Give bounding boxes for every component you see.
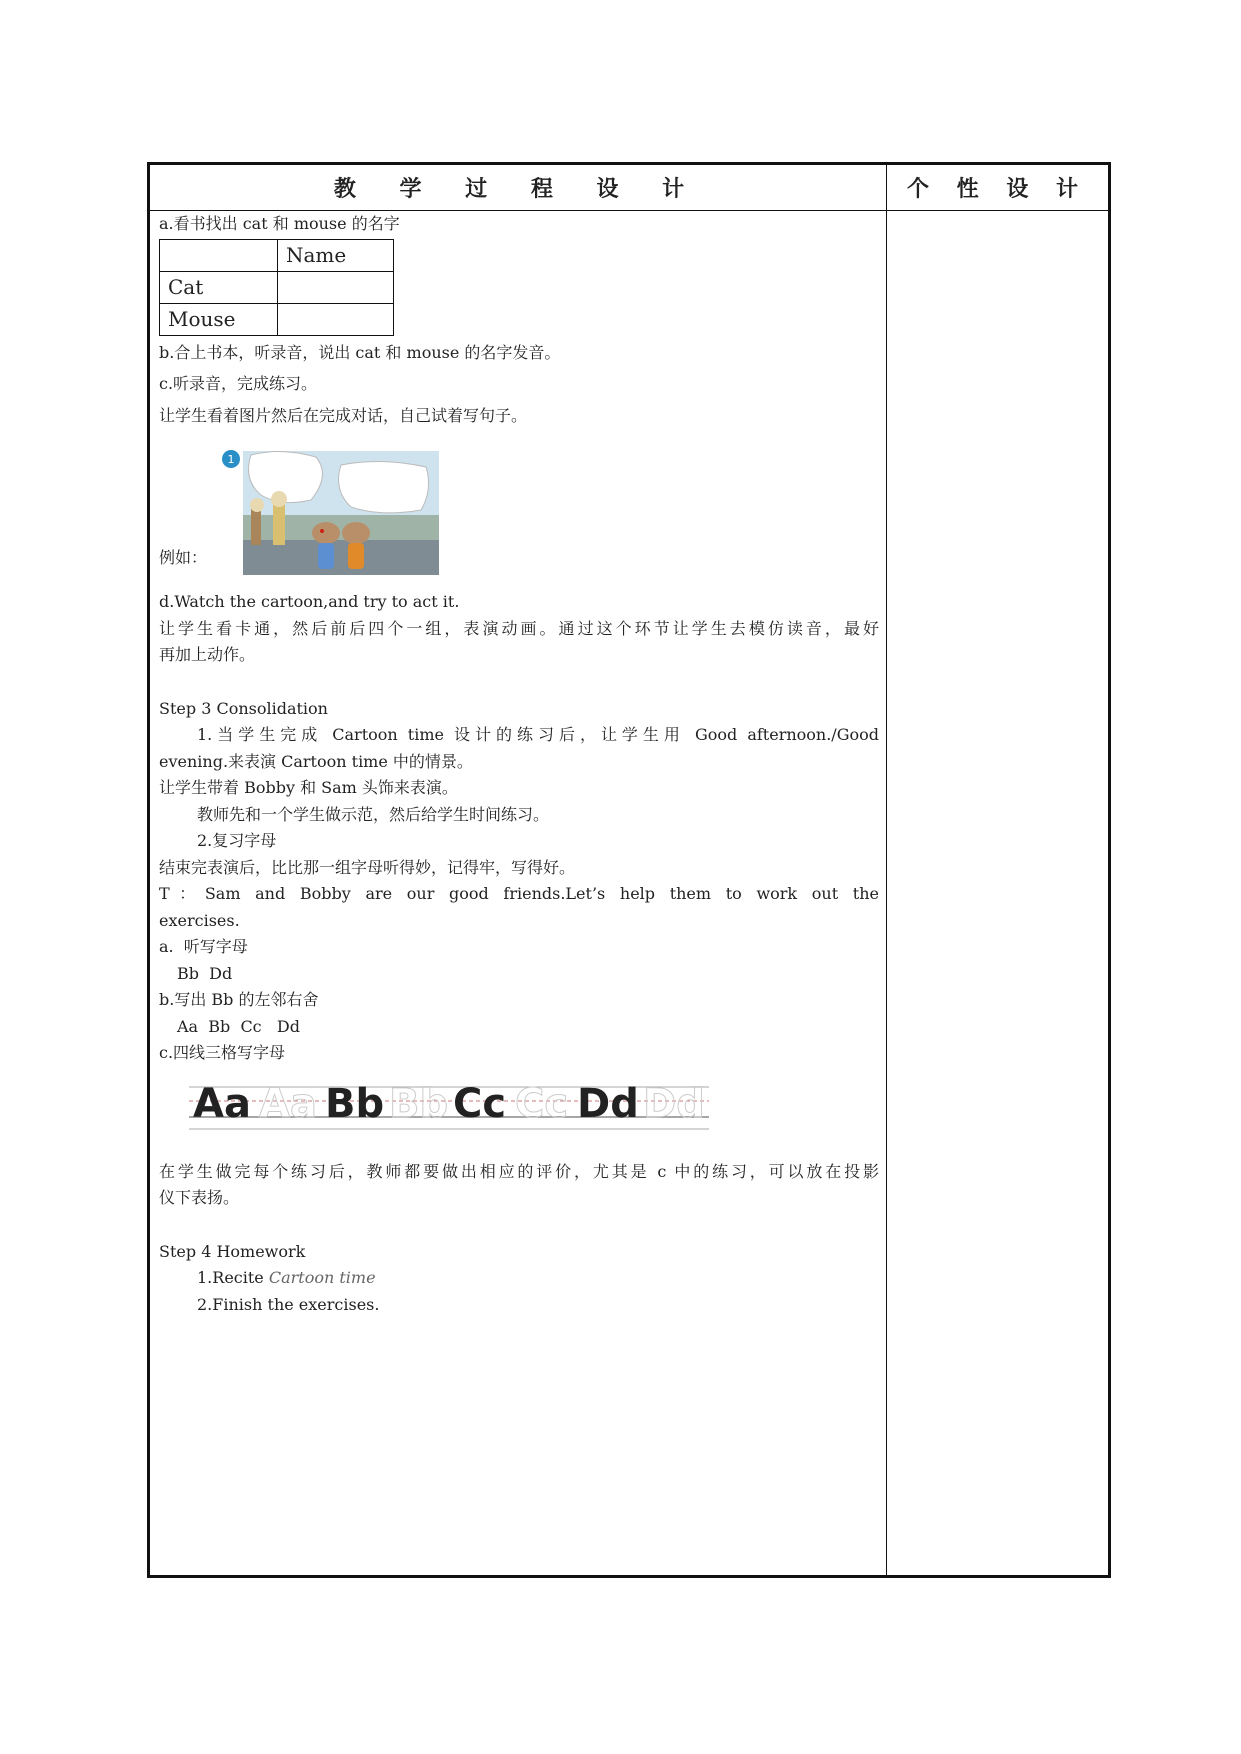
letter-writing-strip (159, 1077, 879, 1147)
step-c-line: c.听录音，完成练习。 (159, 374, 318, 393)
step-d-desc-1: 让学生看卡通，然后前后四个一组，表演动画。通过这个环节让学生去模仿读音，最好 (159, 618, 879, 638)
table-row (160, 271, 394, 303)
picture-badge: 1 (227, 453, 235, 466)
lesson-plan-table (147, 162, 1111, 1578)
step4-title: Step 4 Homework (159, 1241, 306, 1261)
example-row (159, 435, 879, 575)
column-divider (886, 165, 887, 1575)
teacher-line-b: exercises. (159, 910, 240, 930)
letter-dd: Dd (577, 1080, 639, 1127)
homework-item-1-prefix: 1.Recite (197, 1268, 269, 1287)
homework-item-2: 2.Finish the exercises. (197, 1294, 380, 1314)
exercise-b-title: b.写出 Bb 的左邻右舍 (159, 990, 319, 1009)
exercise-b-letters: Aa Bb Cc Dd (177, 1016, 300, 1036)
step3-item1-b: evening.来表演 Cartoon time 中的情景。 (159, 751, 473, 771)
homework-item-1 (159, 1265, 879, 1292)
teaching-process-content (159, 211, 879, 1318)
table-cell (160, 239, 278, 271)
four-line-grid (189, 1077, 709, 1139)
example-label: 例如： (159, 547, 208, 567)
step3-item1-a: 1.当学生完成 Cartoon time 设计的练习后，让学生用 Good afternoon./Good (197, 725, 879, 744)
exercise-a-letters: Bb Dd (177, 963, 233, 983)
letter-bb-trace: Bb (389, 1080, 449, 1127)
exercise-a-title: a. 听写字母 (159, 937, 248, 956)
step-d-line: d.Watch the cartoon,and try to act it. (159, 592, 460, 611)
step-a-line: a.看书找出 cat 和 mouse 的名字 (159, 214, 400, 233)
evaluation-line-1: 在学生做完每个练习后，教师都要做出相应的评价，尤其是 c 中的练习，可以放在投影 (159, 1161, 879, 1181)
personal-design-header: 个 性 设 计 (907, 177, 1088, 202)
instruction-line: 让学生看着图片然后在完成对话，自己试着写句子。 (159, 405, 528, 425)
table-header-name: Name (278, 239, 394, 271)
table-cell-cat: Cat (160, 271, 278, 303)
table-cell (278, 271, 394, 303)
homework-item-1-italic: Cartoon time (268, 1268, 376, 1287)
letter-cc-trace: Cc (515, 1080, 569, 1127)
table-cell (278, 303, 394, 335)
teacher-line-a: T：Sam and Bobby are our good friends.Let’s help them to work out the (159, 884, 880, 903)
step3-title: Step 3 Consolidation (159, 698, 328, 718)
letter-cc: Cc (453, 1080, 507, 1127)
cartoon-picture (221, 445, 439, 579)
evaluation-line-2: 仪下表扬。 (159, 1188, 240, 1207)
table-row (160, 303, 394, 335)
step3-item2: 2.复习字母 (197, 831, 277, 850)
step-d-desc-2: 再加上动作。 (159, 645, 256, 664)
step-b-line: b.合上书本，听录音，说出 cat 和 mouse 的名字发音。 (159, 342, 561, 362)
teaching-process-header: 教 学 过 程 设 计 (333, 177, 703, 202)
name-table (159, 239, 394, 336)
letter-aa: Aa (193, 1080, 251, 1127)
step3-line3: 教师先和一个学生做示范，然后给学生时间练习。 (197, 804, 550, 824)
letter-bb: Bb (325, 1080, 385, 1127)
table-row (160, 239, 394, 271)
letter-aa-trace: Aa (259, 1080, 317, 1127)
step3-line4: 结束完表演后，比比那一组字母听得妙，记得牢，写得好。 (159, 857, 576, 877)
table-cell-mouse: Mouse (160, 303, 278, 335)
letter-dd-trace: Dd (643, 1080, 705, 1127)
exercise-c-title: c.四线三格写字母 (159, 1043, 286, 1062)
step3-line2: 让学生带着 Bobby 和 Sam 头饰来表演。 (159, 778, 458, 797)
